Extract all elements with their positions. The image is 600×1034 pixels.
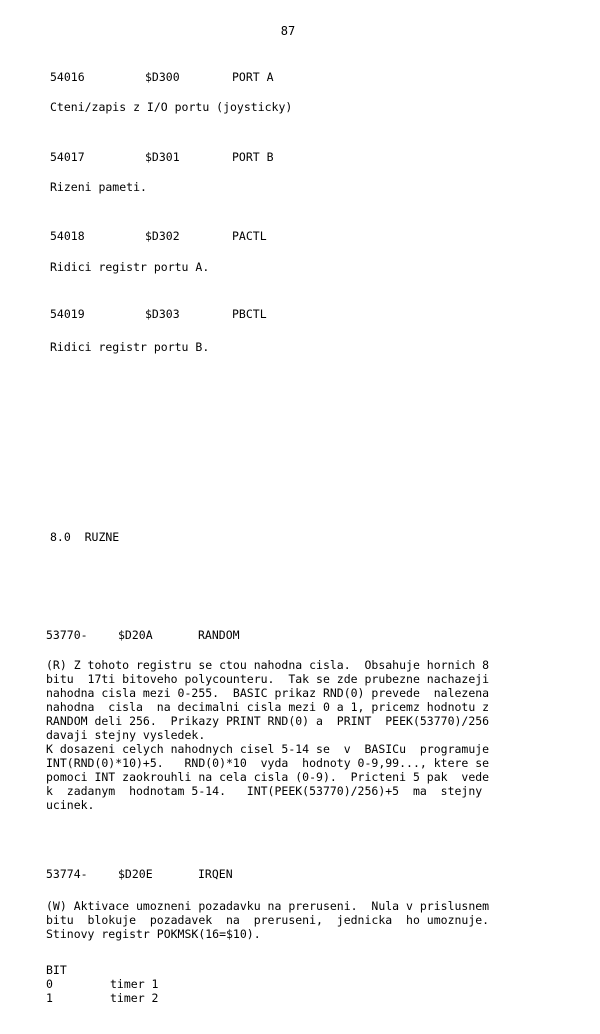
irqen-description [46, 899, 558, 941]
text-line: (R) Z tohoto registru se ctou nahodna cisla. Obsahuje hornich 8 [46, 658, 490, 672]
register-hex: $D303 [145, 307, 180, 321]
section-title: 8.0 RUZNE [50, 530, 120, 544]
register-description: Cteni/zapis z I/O portu (joysticky) [50, 100, 293, 114]
bit-number: 1 [46, 991, 53, 1005]
text-line: k zadanym hodnotam 5-14. INT(PEEK(53770)/256)+5 ma stejny [46, 784, 483, 798]
register-description: Rizeni pameti. [50, 180, 147, 194]
bit-header: BIT [46, 963, 67, 977]
text-line: Stinovy registr POKMSK(16=$10). [46, 927, 261, 941]
register-description: Ridici registr portu B. [50, 340, 210, 354]
register-name: PORT A [232, 70, 274, 84]
register-dec: 54016 [50, 70, 85, 84]
register-dec: 53770- [46, 628, 88, 642]
irqen-register-header [46, 867, 233, 881]
text-line: (W) Aktivace umozneni pozadavku na preruseni. Nula v prislusnem [46, 899, 490, 913]
bit-label: timer 1 [110, 977, 159, 991]
random-register-header [46, 628, 240, 642]
register-description: Ridici registr portu A. [50, 260, 210, 274]
text-line: RANDOM deli 256. Prikazy PRINT RND(0) a PRINT PEEK(53770)/256 [46, 714, 490, 728]
text-line: nahodna cisla mezi 0-255. BASIC prikaz RND(0) prevede nalezena [46, 686, 490, 700]
text-line: ucinek. [46, 798, 95, 812]
random-description [46, 658, 558, 812]
register-header [50, 70, 274, 84]
register-name: RANDOM [198, 628, 240, 642]
register-hex: $D300 [145, 70, 180, 84]
register-dec: 54017 [50, 150, 85, 164]
register-name: PBCTL [232, 307, 267, 321]
text-line: pomoci INT zaokrouhli na cela cisla (0-9). Pricteni 5 pak vede [46, 770, 490, 784]
register-hex: $D20E [118, 867, 153, 881]
bit-number: 0 [46, 977, 53, 991]
register-hex: $D301 [145, 150, 180, 164]
register-header [50, 229, 267, 243]
register-hex: $D20A [118, 628, 153, 642]
text-line: davaji stejny vysledek. [46, 728, 206, 742]
text-line: bitu 17ti bitoveho polycounteru. Tak se zde prubezne nachazeji [46, 672, 490, 686]
text-line: K dosazeni celych nahodnych cisel 5-14 se v BASICu programuje [46, 742, 490, 756]
register-hex: $D302 [145, 229, 180, 243]
register-header [50, 150, 274, 164]
text-line: nahodna cisla na decimalni cisla mezi 0 a 1, pricemz hodnotu z [46, 700, 490, 714]
register-name: PORT B [232, 150, 274, 164]
register-dec: 54018 [50, 229, 85, 243]
text-line: INT(RND(0)*10)+5. RND(0)*10 vyda hodnoty 0-9,99..., ktere se [46, 756, 490, 770]
register-dec: 53774- [46, 867, 88, 881]
text-line: bitu blokuje pozadavek na preruseni, jednicka ho umoznuje. [46, 913, 490, 927]
register-name: IRQEN [198, 867, 233, 881]
register-name: PACTL [232, 229, 267, 243]
page-number: 87 [280, 24, 296, 38]
register-header [50, 307, 267, 321]
register-dec: 54019 [50, 307, 85, 321]
bit-label: timer 2 [110, 991, 159, 1005]
